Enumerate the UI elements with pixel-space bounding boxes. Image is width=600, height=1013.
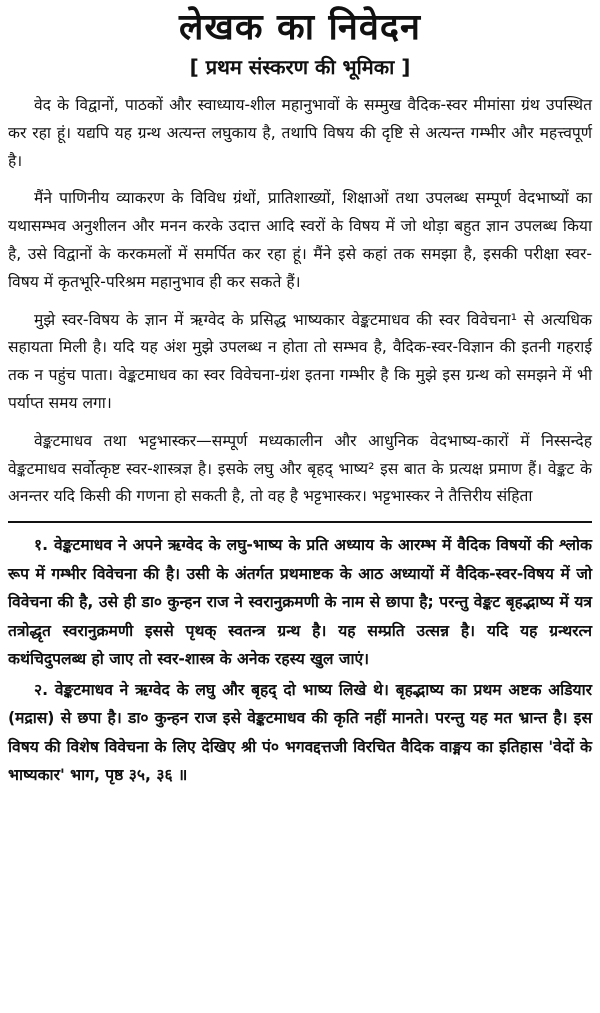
footnote-2: २. वेङ्कटमाधव ने ऋग्वेद के लघु और बृहद् दो भाष्य लिखे थे। बृहद्भाष्य का प्रथम अष्टक अडियार (मद्रास) से छपा है। डा० कुन्हन राज इसे वेङ्कटमाधव की कृति नहीं मानते। परन्तु यह मत भ्रान्त है। इस विषय की विशेष विवेचना के लिए देखिए श्री पं० भगवद्दत्तजी विरचित वैदिक वाङ्मय का इतिहास 'वेदों के भाष्यकार' भाग, पृष्ठ ३५, ३६ ॥ bbox=[8, 680, 592, 785]
page-subtitle: [ प्रथम संस्करण की भूमिका ] bbox=[189, 55, 411, 79]
page-title: लेखक का निवेदन bbox=[179, 7, 421, 48]
paragraph-venkatamadhava: मुझे स्वर-विषय के ज्ञान में ऋग्वेद के प्रसिद्ध भाष्यकार वेङ्कटमाधव की स्वर विवेचना¹ से अत्यधिक सहायता मिली है। यदि यह अंश मुझे उपलब्ध न होता तो सम्भव है, वैदिक-स्वर-विज्ञान की इतनी गहराई तक न पहुंच पाता। वेङ्कटमाधव का स्वर विवेचना-ग्रंश इतना गम्भीर है कि मुझे इस ग्रन्थ को समझने में भी पर्याप्त समय लगा। bbox=[8, 310, 592, 412]
footnote-divider bbox=[8, 521, 592, 523]
footnote-1: १. वेङ्कटमाधव ने अपने ऋग्वेद के लघु-भाष्य के प्रति अध्याय के आरम्भ में वैदिक विषयों की श्लोक रूप में गम्भीर विवेचना की है। उसी के अंतर्गत प्रथमाष्टक के आठ अध्यायों में वैदिक-स्वर-विषय में जो विवेचना की है, उसे ही डा० कुन्हन राज ने स्वरानुक्रमणी के नाम से छापा है; परन्तु वेङ्कट बृहद्भाष्य में यत्र तत्रोद्धृत स्वरानुक्रमणी इससे पृथक् स्वतन्त्र ग्रन्थ है। यह सम्प्रति उत्सन्न है। यदि यह ग्रन्थरत्न कथंचिदुपलब्ध हो जाए तो स्वर-शास्त्र के अनेक रहस्य खुल जाएं। bbox=[8, 536, 592, 669]
paragraph-sources: मैंने पाणिनीय व्याकरण के विविध ग्रंथों, प्रातिशाख्यों, शिक्षाओं तथा उपलब्ध सम्पूर्ण वेदभाष्यों का यथासम्भव अनुशीलन और मनन करके उदात्त आदि स्वरों के विषय में जो थोड़ा बहुत ज्ञान उपलब्ध किया है, उसे विद्वानों के करकमलों में समर्पित कर रहा हूं। मैंने इसे कहां तक समझा है, इसकी परीक्षा स्वर-विषय में कृतभूरि-परिश्रम महानुभाव ही कर सकते हैं। bbox=[8, 189, 592, 291]
paragraph-intro: वेद के विद्वानों, पाठकों और स्वाध्याय-शील महानुभावों के सम्मुख वैदिक-स्वर मीमांसा ग्रंथ उपस्थित कर रहा हूं। यद्यपि यह ग्रन्थ अत्यन्त लघुकाय है, तथापि विषय की दृष्टि से अत्यन्त गम्भीर और महत्त्वपूर्ण है। bbox=[8, 96, 592, 170]
paragraph-bhattabhaskara: वेङ्कटमाधव तथा भट्टभास्कर—सम्पूर्ण मध्यकालीन और आधुनिक वेदभाष्य-कारों में निस्सन्देह वेङ्कटमाधव सर्वोत्कृष्ट स्वर-शास्त्रज्ञ है। इसके लघु और बृहद् भाष्य² इस बात के प्रत्यक्ष प्रमाण हैं। वेङ्कट के अनन्तर यदि किसी की गणना हो सकती है, तो वह है भट्टभास्कर। भट्टभास्कर ने तैत्तिरीय संहिता bbox=[8, 431, 592, 506]
